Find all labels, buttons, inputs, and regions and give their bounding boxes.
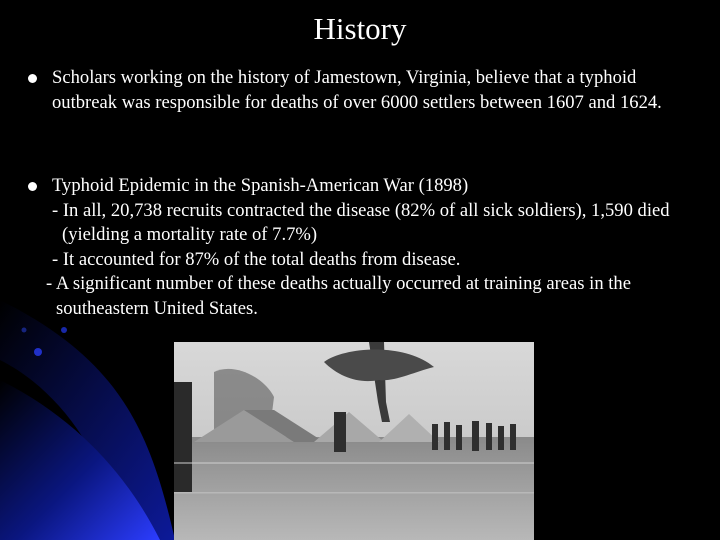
bullet-text: Typhoid Epidemic in the Spanish-American War (1898) [52, 175, 469, 196]
subpoint-recruits: - In all, 20,738 recruits contracted the disease (82% of all sick soldiers), 1,590 died (yielding a mortality rate of 7.7%) [52, 199, 670, 245]
bullet-dot-icon [28, 182, 37, 191]
bullet-item-jamestown [28, 66, 698, 115]
slide-title: History [313, 11, 407, 46]
bullet-text: Scholars working on the history of Jamestown, Virginia, believe that a typhoid outbreak was responsible for deaths of over 6000 settlers between 1607 and 1624. [52, 67, 662, 113]
bullet-item-spanish-american-war [28, 174, 698, 321]
historical-photo-flooded-camp [174, 342, 534, 540]
subpoint-deaths-share: - It accounted for 87% of the total deaths from disease. [52, 248, 461, 270]
subpoint-training-areas: - A significant number of these deaths actually occurred at training areas in the southeastern United States. [46, 273, 631, 319]
subpoint-list [48, 199, 698, 322]
bullet-dot-icon [28, 74, 37, 83]
